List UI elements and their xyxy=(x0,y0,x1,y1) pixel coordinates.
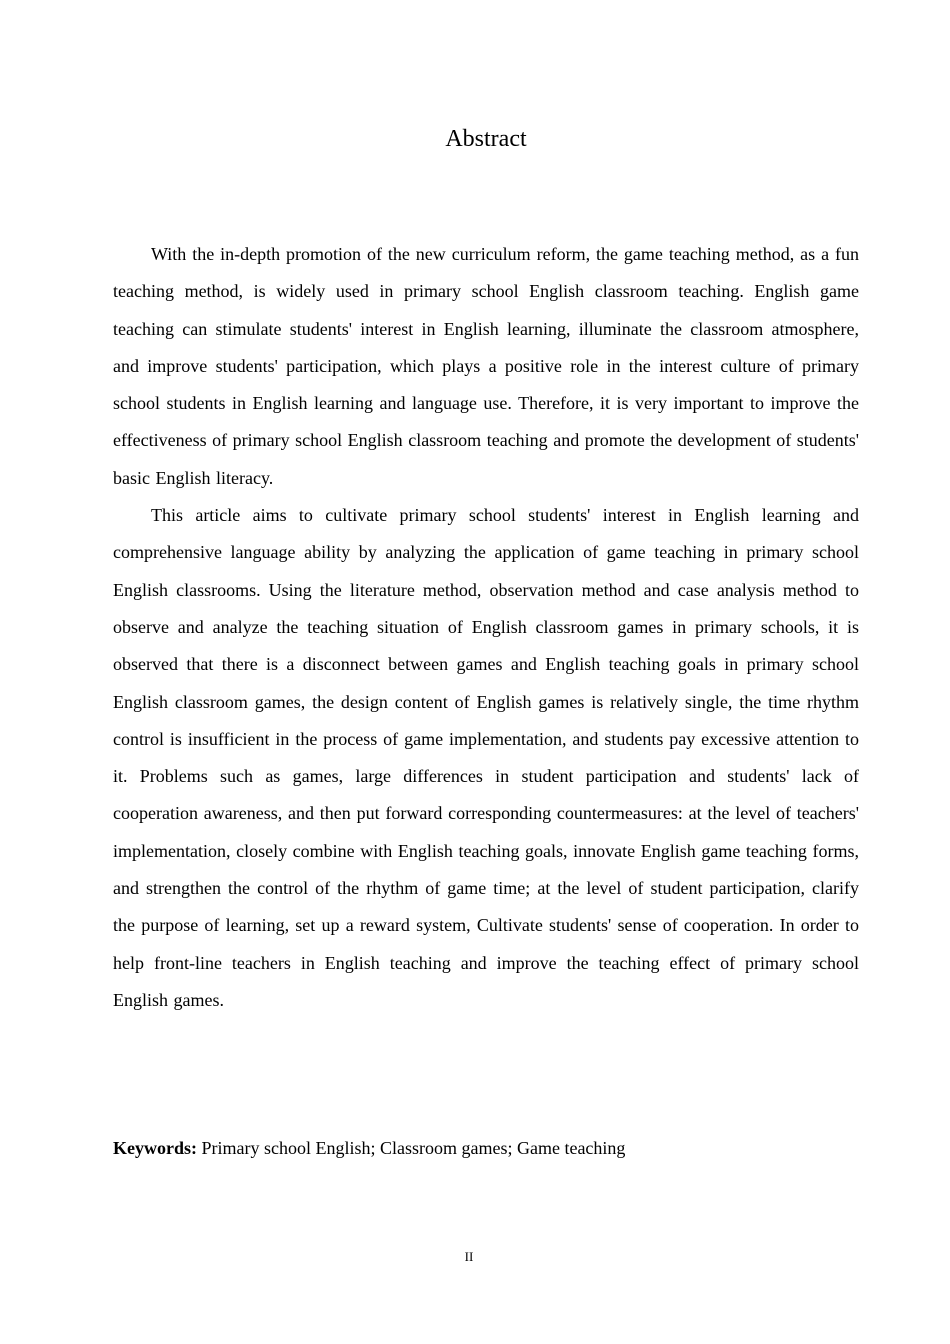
abstract-title: Abstract xyxy=(445,126,527,152)
keywords-label: Keywords: xyxy=(113,1138,197,1158)
abstract-body xyxy=(113,236,859,1019)
page-number: II xyxy=(464,1249,474,1264)
keywords-text: Primary school English; Classroom games; Game teaching xyxy=(197,1138,626,1158)
abstract-paragraph-2: This article aims to cultivate primary school students' interest in English learning and comprehensive language ability by analyzing the application of game teaching in primary school English classrooms. Using the literature method, observation method and case analysis method to observe and analyze the teaching situation of English classroom games in primary schools, it is observed that there is a disconnect between games and English teaching goals in primary school English classroom games, the design content of English games is relatively single, the time rhythm control is insufficient in the process of game implementation, and students pay excessive attention to it. Problems such as games, large differences in student participation and students' lack of cooperation awareness, and then put forward corresponding countermeasures: at the level of teachers' implementation, closely combine with English teaching goals, innovate English game teaching forms, and strengthen the control of the rhythm of game time; at the level of student participation, clarify the purpose of learning, set up a reward system, Cultivate students' sense of cooperation. In order to help front-line teachers in English teaching and improve the teaching effect of primary school English games. xyxy=(113,505,859,1010)
abstract-paragraph-1: With the in-depth promotion of the new curriculum reform, the game teaching method, as a fun teaching method, is widely used in primary school English classroom teaching. English game teaching can stimulate students' interest in English learning, illuminate the classroom atmosphere, and improve students' participation, which plays a positive role in the interest culture of primary school students in English learning and language use. Therefore, it is very important to improve the effectiveness of primary school English classroom teaching and promote the development of students' basic English literacy. xyxy=(113,244,859,488)
keywords-line xyxy=(113,1134,859,1162)
